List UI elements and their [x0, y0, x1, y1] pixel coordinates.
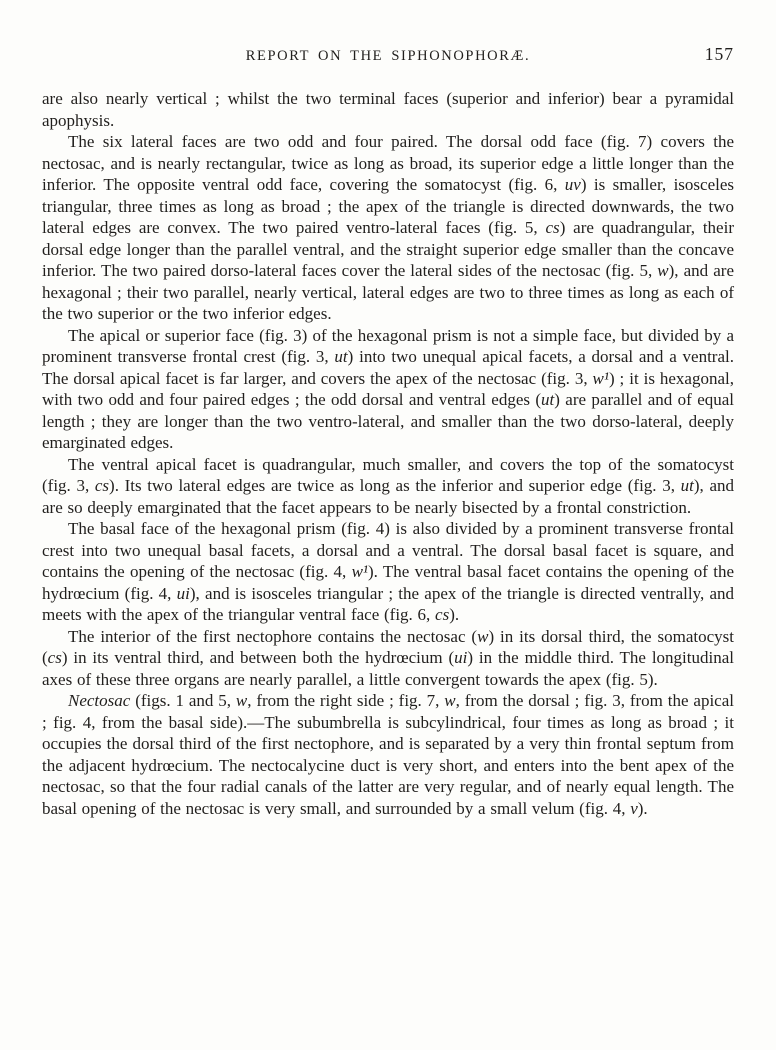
text-run: The six lateral faces are two odd and four paired. The dorsal odd face (fig. 7) covers the nectosac, and is nearly rectangular, twice as long as broad, its superior edge a little longer than the inferior. The opposite ventral odd face, covering the somatocyst (fig. 6, — [42, 132, 734, 194]
paragraph — [42, 131, 734, 325]
text-run: ). The ventral basal facet contains the opening of the hydrœcium (fig. 4, — [42, 562, 734, 603]
text-run: are also nearly vertical ; whilst the two terminal faces (superior and inferior) bear a pyramidal apophysis. — [42, 89, 734, 130]
italic-term: cs — [435, 605, 450, 624]
text-run: ), and are so deeply emarginated that the facet appears to be nearly bisected by a frontal constriction. — [42, 476, 734, 517]
text-run: ) is smaller, isosceles triangular, three times as long as broad ; the apex of the triangle is directed downwards, the two lateral edges are convex. The two paired ventro-lateral faces (fig. 5, — [42, 175, 734, 237]
italic-term: w — [235, 691, 248, 710]
italic-term: w¹ — [351, 562, 369, 581]
italic-term: ui — [176, 583, 190, 603]
text-run: The apical or superior face (fig. 3) of the hexagonal prism is not a simple face, but divided by a prominent transverse frontal crest (fig. 3, — [42, 325, 734, 366]
italic-term: w — [444, 691, 456, 710]
page-body — [42, 88, 734, 819]
text-run: ) in its dorsal third, the somatocyst ( — [42, 626, 735, 667]
running-header-title: REPORT ON THE SIPHONOPHORÆ. — [245, 48, 531, 64]
italic-term: cs — [94, 476, 110, 495]
text-run: ) in the middle third. The longitudinal axes of these three organs are nearly parallel, a little convergent towards the apex (fig. 5). — [42, 648, 734, 689]
italic-term: w — [657, 261, 669, 280]
running-header — [42, 44, 734, 68]
text-run: ) in its ventral third, and between both the hydrœcium ( — [61, 648, 455, 667]
paragraph — [42, 88, 734, 131]
italic-term: cs — [545, 218, 560, 237]
italic-term: ut — [541, 390, 555, 409]
text-run: The interior of the first nectophore contains the nectosac ( — [68, 626, 478, 646]
paragraph — [42, 325, 734, 454]
paragraph — [42, 626, 734, 691]
page-number: 157 — [704, 44, 734, 64]
italic-term: ut — [334, 347, 348, 366]
text-run: The ventral apical facet is quadrangular, much smaller, and covers the top of the somatocyst (fig. 3, — [42, 454, 734, 495]
italic-term: w¹ — [592, 368, 609, 388]
italic-term: cs — [47, 648, 62, 667]
italic-term: Nectosac — [68, 691, 131, 710]
text-run: ) are quadrangular, their dorsal edge longer than the parallel ventral, and the straight superior edge smaller than the concave inferior. The two paired dorso-lateral faces cover the lateral sides of the nectosac (fig. 5, — [42, 218, 734, 280]
paragraph — [42, 518, 734, 626]
italic-term: uv — [564, 175, 581, 194]
text-run: ). — [449, 605, 460, 624]
paragraph — [42, 690, 734, 819]
italic-term: ui — [454, 648, 468, 667]
italic-term: ut — [680, 476, 694, 495]
text-run: ). Its two lateral edges are twice as long as the inferior and superior edge (fig. 3, — [109, 476, 681, 495]
text-run: ), and are hexagonal ; their two parallel, nearly vertical, lateral edges are two to three times as long as each of the two superior or the two inferior edges. — [42, 261, 734, 323]
text-run: ) are parallel and of equal length ; they are longer than the two ventro-lateral, and smaller than the two dorso-lateral, deeply emarginated edges. — [42, 390, 735, 452]
italic-term: v — [630, 798, 638, 818]
text-run: , from the dorsal ; fig. 3, from the apical ; fig. 4, from the basal side).—The subumbrella is subcylindrical, four times as long as broad ; it occupies the dorsal third of the first nectophore, and is separated by a very thin frontal septum from the adjacent hydrœcium. The nectocalycine duct is very short, and enters into the bent apex of the nectosac, so that the four radial canals of the latter are very regular, and of nearly equal length. The basal opening of the nectosac is very small, and surrounded by a small velum (fig. 4, — [42, 691, 734, 818]
text-run: ) into two unequal apical facets, a dorsal and a ventral. The dorsal apical facet is far larger, and covers the apex of the nectosac (fig. 3, — [42, 347, 734, 388]
paragraph — [42, 454, 734, 519]
text-run: , from the right side ; fig. 7, — [247, 691, 445, 710]
text-run: The basal face of the hexagonal prism (fig. 4) is also divided by a prominent transverse frontal crest into two unequal basal facets, a dorsal and a ventral. The dorsal basal facet is square, and contains the opening of the nectosac (fig. 4, — [42, 519, 734, 581]
text-run: ). — [637, 798, 648, 818]
text-run: (figs. 1 and 5, — [130, 691, 236, 710]
text-run: ) ; it is hexagonal, with two odd and four paired edges ; the odd dorsal and ventral edges ( — [42, 368, 734, 409]
italic-term: w — [477, 626, 489, 646]
text-run: ), and is isosceles triangular ; the apex of the triangle is directed ventrally, and meets with the apex of the triangular ventral face (fig. 6, — [42, 583, 734, 624]
